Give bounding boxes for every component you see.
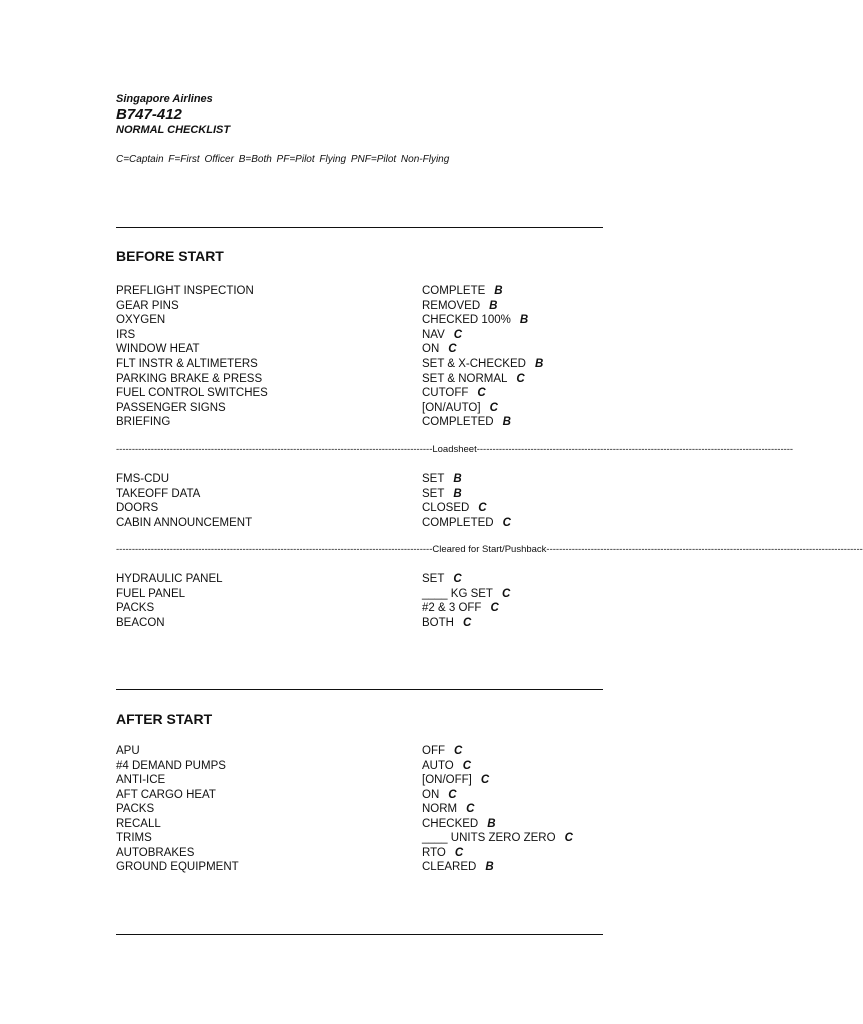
checklist-item: PASSENGER SIGNS bbox=[116, 401, 226, 414]
response-value: [ON/OFF] bbox=[422, 774, 472, 786]
checklist-item: PACKS bbox=[116, 803, 155, 815]
checklist-item: FUEL CONTROL SWITCHES bbox=[116, 387, 268, 400]
checklist-item: ANTI-ICE bbox=[116, 774, 166, 786]
response-value: SET & NORMAL bbox=[422, 372, 508, 385]
loadsheet-divider bbox=[116, 444, 794, 456]
checklist-row bbox=[116, 386, 603, 401]
response-value: RTO bbox=[422, 846, 446, 859]
section-rule bbox=[116, 227, 603, 228]
checklist-item: AUTOBRAKES bbox=[116, 846, 195, 859]
checklist-response bbox=[422, 516, 511, 531]
responsible-crew: C bbox=[448, 343, 457, 356]
before-start-title: BEFORE START bbox=[116, 248, 224, 264]
responsible-crew: C bbox=[501, 587, 511, 600]
responsible-crew: C bbox=[564, 832, 573, 844]
checklist-response bbox=[422, 572, 462, 587]
pushback-divider bbox=[116, 544, 863, 556]
responsible-crew: C bbox=[490, 602, 499, 614]
responsible-crew: B bbox=[489, 299, 498, 312]
section-rule bbox=[116, 689, 603, 690]
responsible-crew: C bbox=[448, 788, 457, 801]
responsible-crew: B bbox=[453, 487, 462, 500]
aircraft-model: B747-412 bbox=[116, 106, 182, 123]
section-rule bbox=[116, 934, 603, 935]
responsible-crew: B bbox=[453, 473, 462, 485]
checklist-row bbox=[116, 487, 603, 502]
checklist-item: DOORS bbox=[116, 502, 159, 514]
checklist-item: TRIMS bbox=[116, 832, 152, 844]
checklist-response bbox=[422, 846, 463, 861]
checklist-item: RECALL bbox=[116, 817, 161, 830]
responsible-crew: B bbox=[502, 416, 511, 429]
responsible-crew: C bbox=[489, 401, 498, 414]
checklist-response bbox=[422, 487, 462, 502]
checklist-item: #4 DEMAND PUMPS bbox=[116, 759, 226, 772]
responsible-crew: C bbox=[480, 774, 490, 786]
checklist-row bbox=[116, 415, 603, 430]
response-value: CLOSED bbox=[422, 502, 470, 514]
checklist-item: BRIEFING bbox=[116, 416, 171, 429]
checklist-row bbox=[116, 846, 603, 861]
response-value: COMPLETED bbox=[422, 416, 494, 429]
responsible-crew: B bbox=[485, 861, 494, 873]
checklist-row bbox=[116, 328, 603, 343]
response-value: [ON/AUTO] bbox=[422, 401, 481, 414]
response-value: SET bbox=[422, 573, 445, 585]
responsible-crew: C bbox=[453, 328, 463, 341]
checklist-item: FLT INSTR & ALTIMETERS bbox=[116, 358, 258, 370]
responsible-crew: B bbox=[487, 817, 496, 830]
response-value: CHECKED bbox=[422, 817, 479, 830]
checklist-item: TAKEOFF DATA bbox=[116, 487, 201, 500]
response-value: COMPLETE bbox=[422, 285, 486, 297]
responsible-crew: C bbox=[462, 616, 472, 629]
response-value: REMOVED bbox=[422, 299, 481, 312]
checklist-response bbox=[422, 817, 496, 832]
response-value: ON bbox=[422, 788, 440, 801]
checklist-response bbox=[422, 788, 457, 803]
after-start-title: AFTER START bbox=[116, 711, 213, 727]
checklist-item: GEAR PINS bbox=[116, 299, 179, 312]
divider-dashes: ---------------------------------------------------------------------------------------------------- bbox=[116, 544, 433, 555]
divider-label: Cleared for Start/Pushback bbox=[432, 544, 547, 555]
checklist-response bbox=[422, 386, 486, 401]
checklist-row bbox=[116, 616, 603, 631]
checklist-row bbox=[116, 516, 603, 531]
checklist-response bbox=[422, 357, 543, 372]
document-title: NORMAL CHECKLIST bbox=[116, 124, 231, 136]
checklist-item: FMS-CDU bbox=[116, 473, 170, 485]
response-value: SET & X-CHECKED bbox=[422, 358, 526, 370]
checklist-row bbox=[116, 572, 603, 587]
checklist-row bbox=[116, 372, 603, 387]
response-value: CHECKED 100% bbox=[422, 314, 511, 327]
checklist-item: FUEL PANEL bbox=[116, 587, 186, 600]
checklist-row bbox=[116, 788, 603, 803]
response-value: OFF bbox=[422, 745, 445, 757]
checklist-response bbox=[422, 616, 471, 631]
response-value: BOTH bbox=[422, 616, 454, 629]
responsible-crew: C bbox=[466, 803, 475, 815]
responsible-crew: B bbox=[519, 314, 529, 327]
checklist-row bbox=[116, 759, 603, 774]
checklist-item: WINDOW HEAT bbox=[116, 343, 200, 356]
responsible-crew: C bbox=[502, 516, 511, 529]
checklist-row bbox=[116, 860, 603, 875]
role-legend: C=Captain F=First Officer B=Both PF=Pilot Flying PNF=Pilot Non-Flying bbox=[116, 154, 450, 165]
checklist-response bbox=[422, 501, 487, 516]
response-value: AUTO bbox=[422, 759, 454, 772]
response-value: CUTOFF bbox=[422, 387, 469, 400]
divider-label: Loadsheet bbox=[432, 444, 477, 455]
response-value: CLEARED bbox=[422, 861, 477, 873]
checklist-response bbox=[422, 328, 462, 343]
checklist-item: BEACON bbox=[116, 616, 165, 629]
checklist-row bbox=[116, 773, 603, 788]
checklist-response bbox=[422, 299, 497, 314]
divider-dashes: ---------------------------------------------------------------------------------------------------- bbox=[116, 444, 433, 455]
checklist-row bbox=[116, 501, 603, 516]
checklist-row bbox=[116, 831, 603, 846]
checklist-response bbox=[422, 773, 489, 788]
checklist-response bbox=[422, 284, 503, 299]
checklist-row bbox=[116, 744, 603, 759]
responsible-crew: B bbox=[494, 285, 503, 297]
responsible-crew: C bbox=[516, 372, 525, 385]
checklist-response bbox=[422, 587, 510, 602]
checklist-response bbox=[422, 860, 494, 875]
response-value: ____ UNITS ZERO ZERO bbox=[422, 832, 556, 844]
response-value: NAV bbox=[422, 328, 445, 341]
response-value: ON bbox=[422, 343, 440, 356]
checklist-row bbox=[116, 299, 603, 314]
checklist-response bbox=[422, 601, 499, 616]
checklist-item: AFT CARGO HEAT bbox=[116, 788, 216, 801]
checklist-item: OXYGEN bbox=[116, 314, 166, 327]
checklist-response bbox=[422, 401, 498, 416]
checklist-row bbox=[116, 587, 603, 602]
checklist-response bbox=[422, 759, 471, 774]
response-value: SET bbox=[422, 473, 445, 485]
checklist-row bbox=[116, 601, 603, 616]
response-value: COMPLETED bbox=[422, 516, 494, 529]
checklist-response bbox=[422, 313, 528, 328]
checklist-response bbox=[422, 802, 474, 817]
checklist-item: PARKING BRAKE & PRESS bbox=[116, 372, 263, 385]
responsible-crew: C bbox=[454, 745, 463, 757]
checklist-row bbox=[116, 357, 603, 372]
divider-dashes: ---------------------------------------------------------------------------------------------------- bbox=[546, 544, 863, 555]
checklist-response bbox=[422, 831, 573, 846]
checklist-row bbox=[116, 313, 603, 328]
response-value: NORM bbox=[422, 803, 458, 815]
responsible-crew: C bbox=[462, 759, 472, 772]
checklist-row bbox=[116, 802, 603, 817]
divider-dashes: ---------------------------------------------------------------------------------------------------- bbox=[476, 444, 794, 455]
checklist-item: CABIN ANNOUNCEMENT bbox=[116, 516, 253, 529]
response-value: #2 & 3 OFF bbox=[422, 602, 482, 614]
checklist-item: APU bbox=[116, 745, 140, 757]
response-value: SET bbox=[422, 487, 445, 500]
checklist-item: IRS bbox=[116, 328, 136, 341]
checklist-row bbox=[116, 284, 603, 299]
checklist-response bbox=[422, 744, 462, 759]
checklist-response bbox=[422, 372, 525, 387]
checklist-row bbox=[116, 342, 603, 357]
checklist-response bbox=[422, 342, 457, 357]
checklist-item: PACKS bbox=[116, 602, 155, 614]
checklist-row bbox=[116, 472, 603, 487]
checklist-response bbox=[422, 472, 462, 487]
checklist-row bbox=[116, 817, 603, 832]
checklist-item: HYDRAULIC PANEL bbox=[116, 573, 223, 585]
responsible-crew: C bbox=[477, 387, 486, 400]
airline-name: Singapore Airlines bbox=[116, 93, 213, 105]
checklist-item: PREFLIGHT INSPECTION bbox=[116, 285, 254, 297]
checklist-row bbox=[116, 401, 603, 416]
checklist-item: GROUND EQUIPMENT bbox=[116, 861, 239, 873]
responsible-crew: C bbox=[453, 573, 462, 585]
response-value: ____ KG SET bbox=[422, 587, 493, 600]
responsible-crew: C bbox=[454, 846, 464, 859]
responsible-crew: B bbox=[534, 358, 544, 370]
responsible-crew: C bbox=[478, 502, 487, 514]
checklist-response bbox=[422, 415, 511, 430]
